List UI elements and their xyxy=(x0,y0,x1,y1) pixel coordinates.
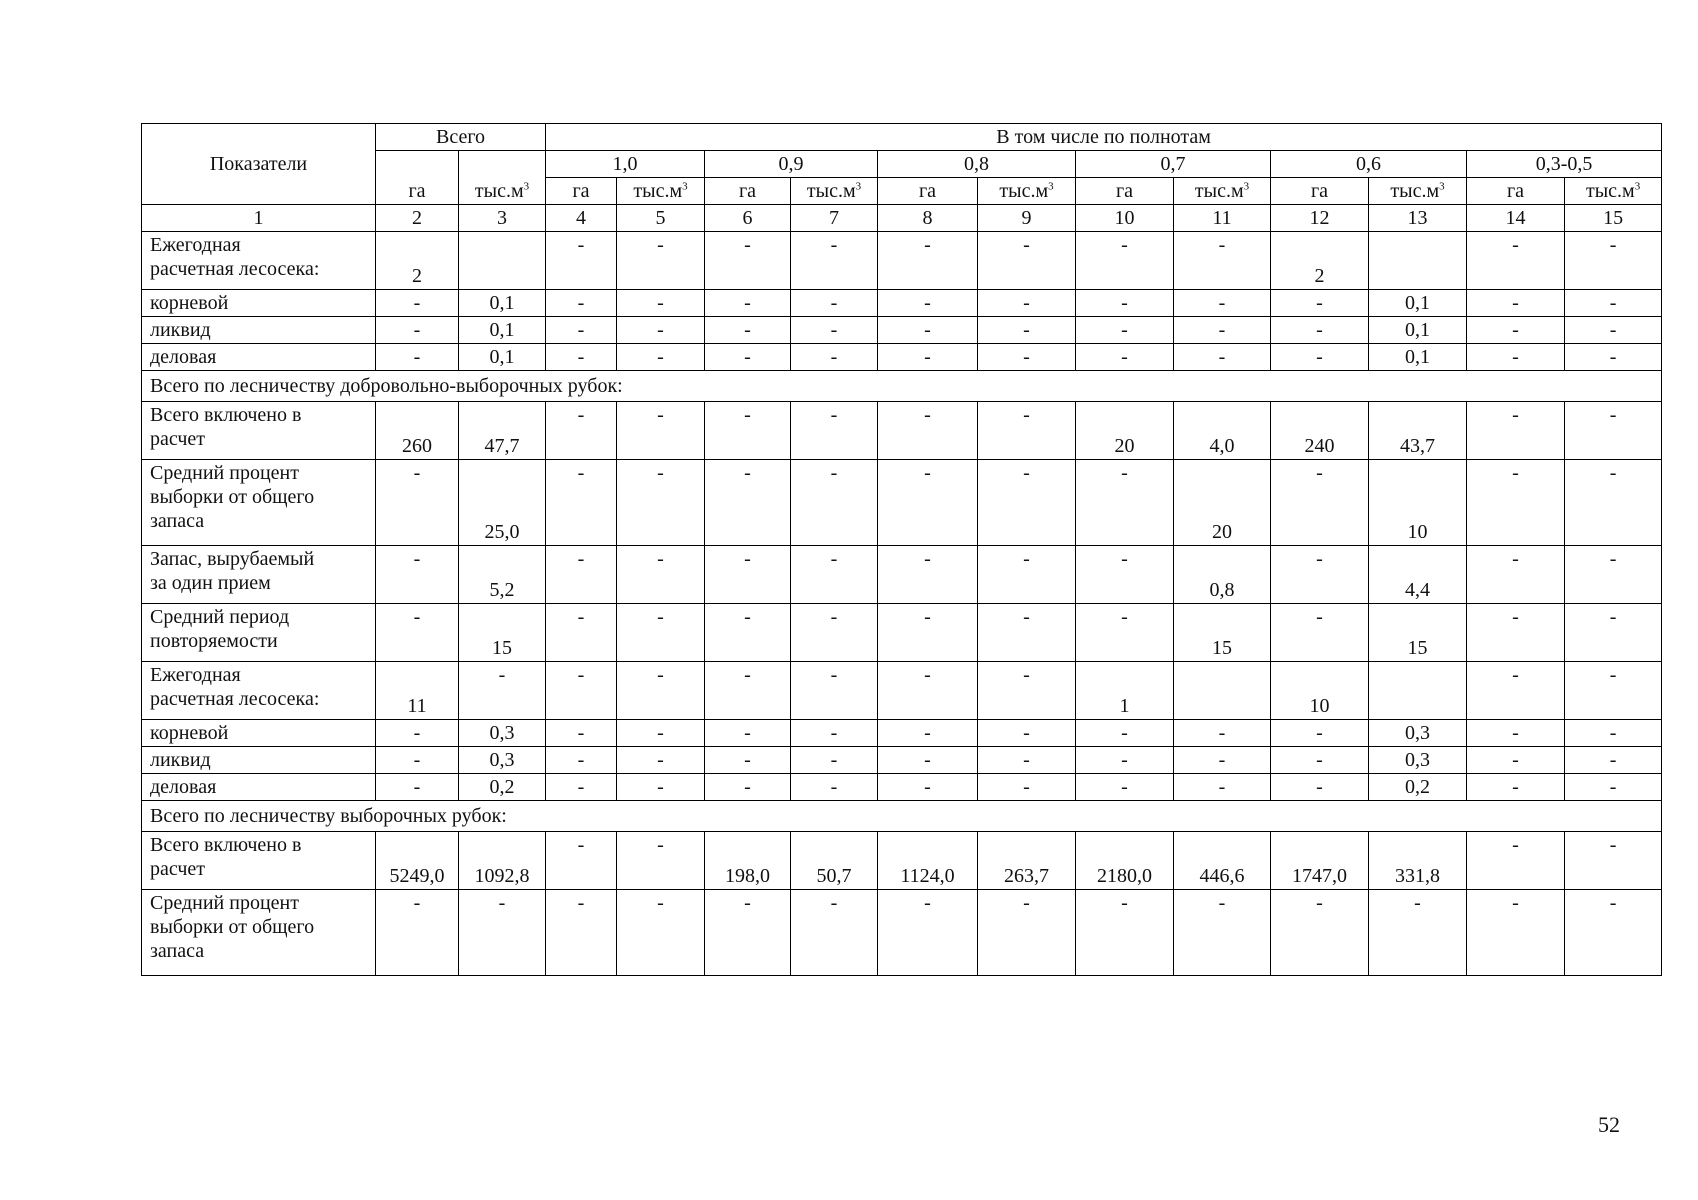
data-cell: 15 xyxy=(459,604,546,662)
header-total: Всего xyxy=(376,124,546,151)
data-cell: - xyxy=(978,344,1076,371)
data-cell: - xyxy=(546,460,617,546)
data-cell: - xyxy=(878,890,978,976)
unit-volume-header: $тыс.м^3$ xyxy=(791,178,878,205)
data-cell: - xyxy=(705,774,791,801)
data-cell: - xyxy=(1271,774,1369,801)
data-cell: - xyxy=(1565,317,1662,344)
data-cell: 2 xyxy=(1271,232,1369,290)
unit-volume-header: $тыс.м^3$ xyxy=(617,178,705,205)
data-cell: - xyxy=(1076,774,1174,801)
data-cell: - xyxy=(1565,232,1662,290)
data-cell: - xyxy=(617,832,705,890)
header-density: 0,3-0,5 xyxy=(1467,151,1662,178)
data-cell: - xyxy=(1369,890,1467,976)
data-cell: - xyxy=(705,546,791,604)
table-row xyxy=(142,546,1662,604)
data-cell: - xyxy=(1467,747,1565,774)
data-cell: - xyxy=(1174,747,1271,774)
data-cell: - xyxy=(546,720,617,747)
unit-volume-header: $тыс.м^3$ xyxy=(1369,178,1467,205)
data-cell: - xyxy=(1565,890,1662,976)
column-number: 10 xyxy=(1076,205,1174,232)
column-number: 5 xyxy=(617,205,705,232)
data-cell: - xyxy=(878,344,978,371)
data-cell: 0,1 xyxy=(1369,317,1467,344)
data-cell: - xyxy=(1076,546,1174,604)
data-cell: - xyxy=(1467,662,1565,720)
data-cell: - xyxy=(376,720,459,747)
header-row-1 xyxy=(142,124,1662,151)
data-cell: 0,3 xyxy=(459,720,546,747)
data-cell: - xyxy=(1565,774,1662,801)
data-cell: - xyxy=(705,317,791,344)
data-cell: - xyxy=(791,232,878,290)
data-cell: - xyxy=(1174,344,1271,371)
table-row xyxy=(142,317,1662,344)
unit-ha-header: га xyxy=(1467,178,1565,205)
data-cell: - xyxy=(617,720,705,747)
data-cell: - xyxy=(878,720,978,747)
data-cell: - xyxy=(1076,747,1174,774)
data-cell: - xyxy=(376,890,459,976)
data-cell: - xyxy=(1076,290,1174,317)
data-cell: - xyxy=(376,747,459,774)
data-cell: - xyxy=(978,720,1076,747)
data-cell: - xyxy=(791,604,878,662)
row-label: Всего включено в расчет xyxy=(142,832,376,890)
data-cell: 0,1 xyxy=(459,344,546,371)
data-cell: - xyxy=(617,662,705,720)
data-cell: 15 xyxy=(1369,604,1467,662)
data-cell: 5,2 xyxy=(459,546,546,604)
data-cell: - xyxy=(705,232,791,290)
column-numbers-row xyxy=(142,205,1662,232)
data-cell: - xyxy=(617,747,705,774)
data-cell: - xyxy=(1467,232,1565,290)
data-cell: - xyxy=(546,832,617,890)
data-cell: 43,7 xyxy=(1369,402,1467,460)
data-cell: - xyxy=(791,890,878,976)
data-cell: 240 xyxy=(1271,402,1369,460)
data-cell: - xyxy=(1467,720,1565,747)
data-cell: - xyxy=(705,460,791,546)
data-cell: - xyxy=(1076,317,1174,344)
data-cell: - xyxy=(978,774,1076,801)
data-cell: - xyxy=(1076,604,1174,662)
data-cell xyxy=(1369,232,1467,290)
data-cell: - xyxy=(546,604,617,662)
data-cell: - xyxy=(878,290,978,317)
data-cell: - xyxy=(376,460,459,546)
data-cell: - xyxy=(705,402,791,460)
data-cell: - xyxy=(1565,662,1662,720)
header-by-density: В том числе по полнотам xyxy=(546,124,1662,151)
data-cell: 15 xyxy=(1174,604,1271,662)
data-cell: - xyxy=(1467,460,1565,546)
data-cell: - xyxy=(791,747,878,774)
data-cell: - xyxy=(459,662,546,720)
data-cell: - xyxy=(376,317,459,344)
data-cell: - xyxy=(546,890,617,976)
unit-volume-header: $тыс.м^3$ xyxy=(1174,178,1271,205)
data-cell: - xyxy=(617,604,705,662)
section-title: Всего по лесничеству выборочных рубок: xyxy=(142,801,1662,832)
header-density: 0,6 xyxy=(1271,151,1467,178)
data-cell: 2 xyxy=(376,232,459,290)
data-cell: - xyxy=(705,747,791,774)
data-cell: 5249,0 xyxy=(376,832,459,890)
data-cell: - xyxy=(791,402,878,460)
table-row xyxy=(142,402,1662,460)
data-cell: - xyxy=(878,546,978,604)
data-cell: 47,7 xyxy=(459,402,546,460)
column-number: 7 xyxy=(791,205,878,232)
data-cell: - xyxy=(546,232,617,290)
data-cell xyxy=(1369,662,1467,720)
data-cell: - xyxy=(1565,460,1662,546)
data-cell: - xyxy=(376,546,459,604)
row-label: Ежегодная расчетная лесосека: xyxy=(142,662,376,720)
forest-cutting-table xyxy=(141,123,1662,976)
column-number: 6 xyxy=(705,205,791,232)
data-cell: 0,1 xyxy=(459,290,546,317)
row-label: Средний процент выборки от общего запаса xyxy=(142,890,376,976)
data-cell: - xyxy=(1271,344,1369,371)
table-row xyxy=(142,747,1662,774)
data-cell: - xyxy=(1467,604,1565,662)
data-cell: - xyxy=(1271,317,1369,344)
data-cell: - xyxy=(978,232,1076,290)
data-cell: 0,3 xyxy=(1369,747,1467,774)
data-cell: - xyxy=(1174,774,1271,801)
data-cell: - xyxy=(878,747,978,774)
data-cell: 25,0 xyxy=(459,460,546,546)
data-cell: - xyxy=(791,317,878,344)
table-row xyxy=(142,290,1662,317)
header-density: 0,9 xyxy=(705,151,878,178)
data-cell: - xyxy=(617,890,705,976)
section-row xyxy=(142,801,1662,832)
data-cell: - xyxy=(1467,290,1565,317)
data-cell: - xyxy=(1565,402,1662,460)
data-cell: 0,3 xyxy=(459,747,546,774)
data-cell: 198,0 xyxy=(705,832,791,890)
data-cell: - xyxy=(1271,290,1369,317)
data-cell: - xyxy=(1174,720,1271,747)
data-cell: - xyxy=(1076,720,1174,747)
header-density: 0,7 xyxy=(1076,151,1271,178)
data-cell: - xyxy=(1076,460,1174,546)
data-cell: 0,3 xyxy=(1369,720,1467,747)
row-label: корневой xyxy=(142,290,376,317)
data-cell: - xyxy=(546,344,617,371)
data-cell: - xyxy=(878,604,978,662)
column-number: 1 xyxy=(142,205,376,232)
data-cell: 4,4 xyxy=(1369,546,1467,604)
data-cell: - xyxy=(878,402,978,460)
header-density: 0,8 xyxy=(878,151,1076,178)
row-label: Ежегодная расчетная лесосека: xyxy=(142,232,376,290)
section-title: Всего по лесничеству добровольно-выборочных рубок: xyxy=(142,371,1662,402)
data-cell: - xyxy=(617,344,705,371)
table-row xyxy=(142,232,1662,290)
data-cell: - xyxy=(791,662,878,720)
data-cell: 0,1 xyxy=(1369,290,1467,317)
data-cell: 263,7 xyxy=(978,832,1076,890)
column-number: 15 xyxy=(1565,205,1662,232)
section-row xyxy=(142,371,1662,402)
data-cell: - xyxy=(791,720,878,747)
data-cell: - xyxy=(1271,747,1369,774)
unit-ha-header: га xyxy=(376,151,459,205)
data-cell: - xyxy=(617,290,705,317)
data-cell: - xyxy=(705,604,791,662)
data-cell: - xyxy=(617,546,705,604)
row-label: деловая xyxy=(142,774,376,801)
data-cell: - xyxy=(376,290,459,317)
data-cell: - xyxy=(791,546,878,604)
row-label: Средний период повторяемости xyxy=(142,604,376,662)
data-cell: - xyxy=(791,774,878,801)
column-number: 12 xyxy=(1271,205,1369,232)
data-cell: 0,2 xyxy=(459,774,546,801)
data-cell: - xyxy=(1467,890,1565,976)
data-cell: - xyxy=(459,890,546,976)
data-cell: - xyxy=(1467,402,1565,460)
data-cell: - xyxy=(1076,232,1174,290)
data-cell: - xyxy=(1565,344,1662,371)
row-label: ликвид xyxy=(142,317,376,344)
table-row xyxy=(142,604,1662,662)
data-cell: - xyxy=(1271,460,1369,546)
data-cell: - xyxy=(1271,720,1369,747)
column-number: 13 xyxy=(1369,205,1467,232)
data-cell: - xyxy=(376,344,459,371)
data-cell: - xyxy=(1271,546,1369,604)
data-cell: - xyxy=(376,774,459,801)
data-cell: - xyxy=(978,604,1076,662)
data-cell: - xyxy=(978,747,1076,774)
data-cell: 2180,0 xyxy=(1076,832,1174,890)
table-row xyxy=(142,890,1662,976)
data-cell: - xyxy=(546,290,617,317)
row-label: Запас, вырубаемый за один прием xyxy=(142,546,376,604)
data-cell: - xyxy=(1467,344,1565,371)
unit-ha-header: га xyxy=(705,178,791,205)
data-cell: - xyxy=(705,344,791,371)
table-row xyxy=(142,774,1662,801)
data-cell: - xyxy=(1174,232,1271,290)
data-cell: 331,8 xyxy=(1369,832,1467,890)
data-cell: - xyxy=(1174,890,1271,976)
unit-ha-header: га xyxy=(1271,178,1369,205)
data-cell xyxy=(459,232,546,290)
data-cell: - xyxy=(978,290,1076,317)
data-cell: 1 xyxy=(1076,662,1174,720)
data-cell: - xyxy=(878,317,978,344)
data-cell: - xyxy=(705,720,791,747)
table-row xyxy=(142,720,1662,747)
data-cell: 11 xyxy=(376,662,459,720)
data-cell: - xyxy=(1467,774,1565,801)
column-number: 4 xyxy=(546,205,617,232)
data-cell: - xyxy=(546,747,617,774)
data-cell: - xyxy=(791,460,878,546)
data-cell: 1124,0 xyxy=(878,832,978,890)
header-indicators: Показатели xyxy=(142,124,376,205)
column-number: 8 xyxy=(878,205,978,232)
data-cell: 50,7 xyxy=(791,832,878,890)
data-cell: - xyxy=(1076,890,1174,976)
data-cell: - xyxy=(791,344,878,371)
data-cell: - xyxy=(1565,747,1662,774)
data-cell: - xyxy=(705,890,791,976)
data-cell: - xyxy=(705,290,791,317)
data-cell: 4,0 xyxy=(1174,402,1271,460)
row-label: корневой xyxy=(142,720,376,747)
data-cell: - xyxy=(546,402,617,460)
data-cell: 1092,8 xyxy=(459,832,546,890)
data-cell: 0,8 xyxy=(1174,546,1271,604)
data-cell: - xyxy=(878,774,978,801)
data-cell: - xyxy=(1271,890,1369,976)
data-cell: 0,2 xyxy=(1369,774,1467,801)
unit-volume-header: $тыс.м^3$ xyxy=(978,178,1076,205)
table-row xyxy=(142,344,1662,371)
data-cell: - xyxy=(1467,546,1565,604)
data-cell: - xyxy=(878,662,978,720)
table-row xyxy=(142,832,1662,890)
unit-volume-header: $тыс.м^3$ xyxy=(459,151,546,205)
data-cell: - xyxy=(1565,604,1662,662)
data-cell: 10 xyxy=(1369,460,1467,546)
data-cell: - xyxy=(376,604,459,662)
row-label: ликвид xyxy=(142,747,376,774)
data-cell: - xyxy=(978,460,1076,546)
data-cell: - xyxy=(546,662,617,720)
data-cell: - xyxy=(978,546,1076,604)
data-cell: - xyxy=(791,290,878,317)
table-row xyxy=(142,460,1662,546)
data-cell: - xyxy=(1565,832,1662,890)
row-label: Всего включено в расчет xyxy=(142,402,376,460)
unit-ha-header: га xyxy=(546,178,617,205)
table-row xyxy=(142,662,1662,720)
data-cell: - xyxy=(1467,832,1565,890)
data-cell: - xyxy=(978,662,1076,720)
data-cell: - xyxy=(1271,604,1369,662)
data-cell: - xyxy=(1565,290,1662,317)
row-label: Средний процент выборки от общего запаса xyxy=(142,460,376,546)
data-cell: - xyxy=(878,460,978,546)
column-number: 11 xyxy=(1174,205,1271,232)
column-number: 3 xyxy=(459,205,546,232)
data-cell: 446,6 xyxy=(1174,832,1271,890)
data-cell: - xyxy=(1076,344,1174,371)
data-cell: - xyxy=(1467,317,1565,344)
data-cell: - xyxy=(1174,317,1271,344)
data-cell: 0,1 xyxy=(1369,344,1467,371)
data-cell: - xyxy=(617,232,705,290)
header-density: 1,0 xyxy=(546,151,705,178)
data-cell: - xyxy=(878,232,978,290)
data-cell: - xyxy=(1565,546,1662,604)
data-cell: - xyxy=(617,317,705,344)
data-cell: 1747,0 xyxy=(1271,832,1369,890)
data-cell: - xyxy=(978,890,1076,976)
data-cell: 10 xyxy=(1271,662,1369,720)
unit-volume-header: $тыс.м^3$ xyxy=(1565,178,1662,205)
data-cell: 20 xyxy=(1174,460,1271,546)
data-cell: 0,1 xyxy=(459,317,546,344)
data-cell: - xyxy=(978,402,1076,460)
column-number: 14 xyxy=(1467,205,1565,232)
data-cell: - xyxy=(617,402,705,460)
data-cell: - xyxy=(617,774,705,801)
data-cell: - xyxy=(1174,290,1271,317)
data-cell: - xyxy=(978,317,1076,344)
data-cell: 260 xyxy=(376,402,459,460)
data-cell: - xyxy=(546,546,617,604)
data-cell: - xyxy=(546,317,617,344)
column-number: 2 xyxy=(376,205,459,232)
unit-ha-header: га xyxy=(1076,178,1174,205)
row-label: деловая xyxy=(142,344,376,371)
unit-ha-header: га xyxy=(878,178,978,205)
data-cell: - xyxy=(546,774,617,801)
data-cell: - xyxy=(705,662,791,720)
data-cell: - xyxy=(1565,720,1662,747)
column-number: 9 xyxy=(978,205,1076,232)
data-cell: - xyxy=(617,460,705,546)
data-cell: 20 xyxy=(1076,402,1174,460)
data-cell xyxy=(1174,662,1271,720)
page-number: 52 xyxy=(1598,1112,1620,1137)
